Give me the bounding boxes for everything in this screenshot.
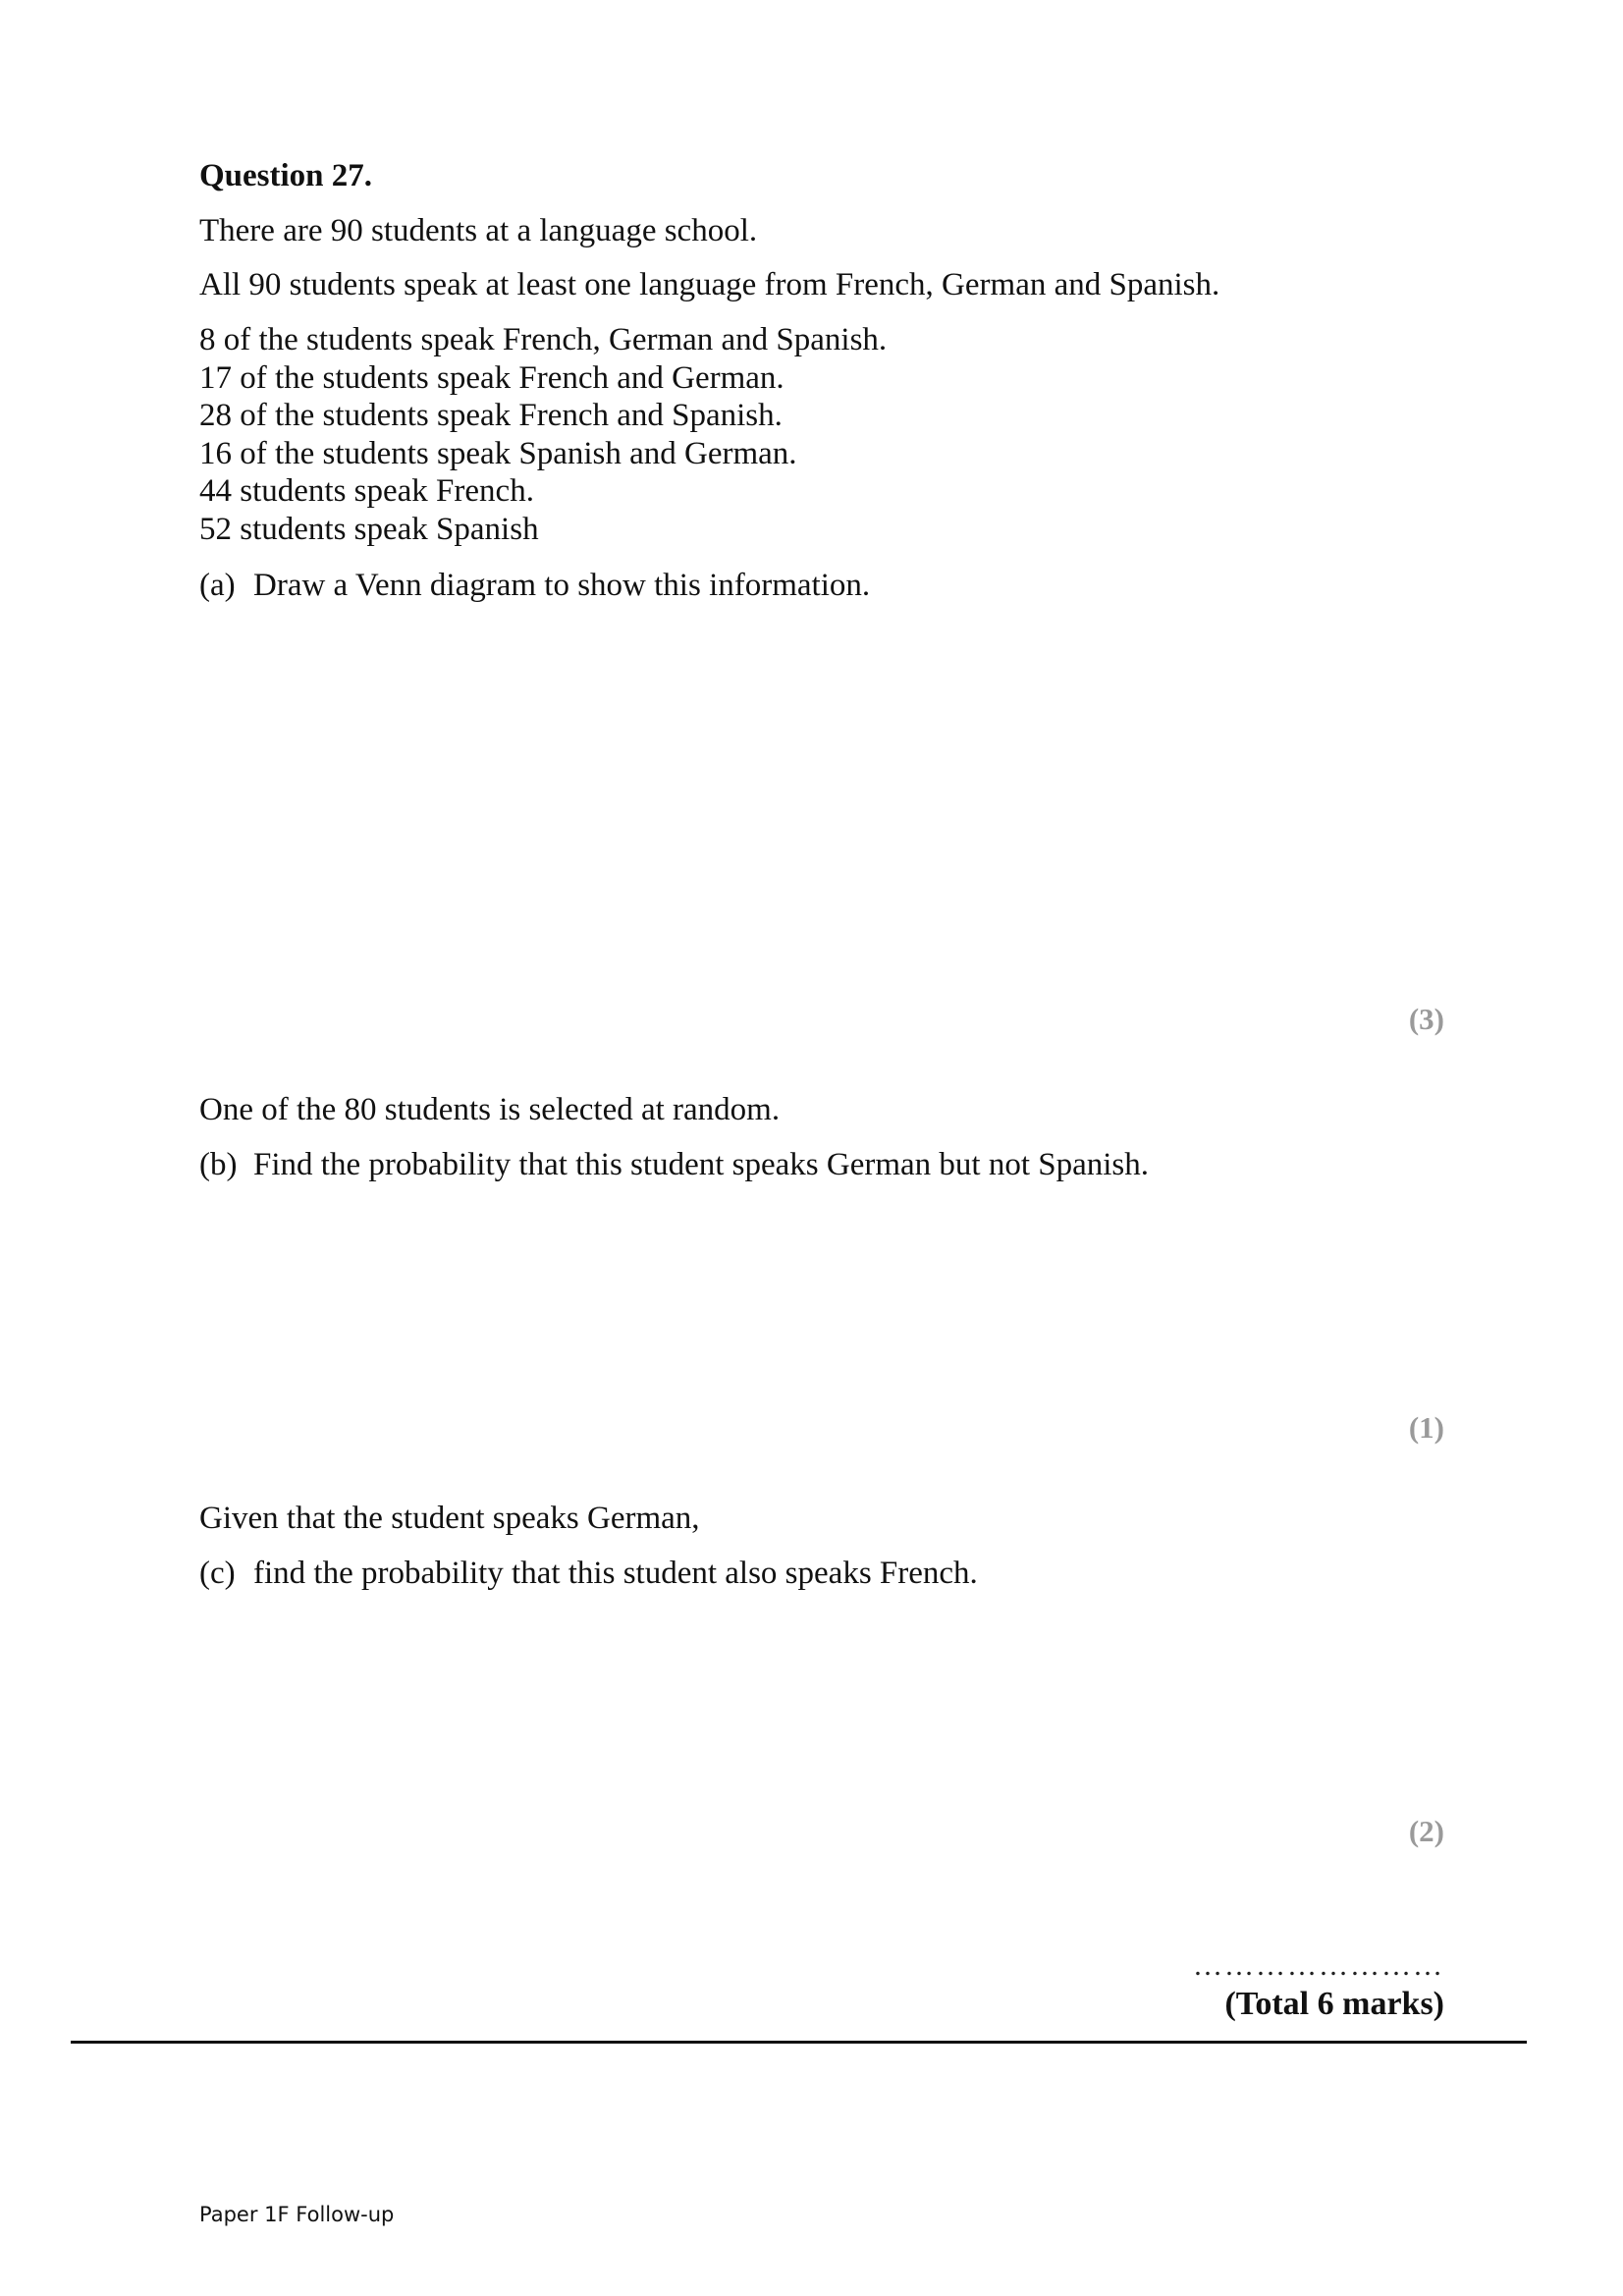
total-marks: (Total 6 marks) [1224, 1986, 1444, 2022]
part-a-label: (a) [199, 568, 236, 603]
facts-list [199, 321, 887, 548]
part-c-text: find the probability that this student also speaks French. [253, 1556, 978, 1591]
answer-line: …………………… [1193, 1949, 1444, 1982]
part-b-label: (b) [199, 1147, 238, 1182]
part-b-question [199, 1146, 1149, 1183]
fact-item: 8 of the students speak French, German and Spanish. [199, 322, 888, 357]
fact-item: 52 students speak Spanish [199, 511, 539, 547]
part-a-marks: (3) [1408, 1002, 1444, 1036]
intro-line-2: All 90 students speak at least one language from French, German and Spanish. [199, 267, 1220, 302]
intro-line-1: There are 90 students at a language school. [199, 213, 758, 248]
part-a-question [199, 567, 870, 604]
part-b-intro: One of the 80 students is selected at random. [199, 1092, 781, 1127]
part-b-text: Find the probability that this student speaks German but not Spanish. [253, 1147, 1149, 1182]
fact-item: 16 of the students speak Spanish and German. [199, 435, 797, 471]
part-b-marks: (1) [1408, 1410, 1444, 1445]
fact-item: 44 students speak French. [199, 473, 534, 509]
part-c-question [199, 1555, 978, 1592]
page-footer: Paper 1F Follow-up [199, 2203, 395, 2226]
part-c-intro: Given that the student speaks German, [199, 1501, 700, 1536]
question-title: Question 27. [199, 158, 373, 193]
section-divider [71, 2041, 1527, 2044]
fact-item: 17 of the students speak French and German. [199, 359, 784, 396]
fact-item: 28 of the students speak French and Spanish. [199, 398, 783, 433]
part-c-marks: (2) [1408, 1814, 1444, 1848]
part-c-label: (c) [199, 1556, 236, 1591]
part-a-text: Draw a Venn diagram to show this information. [253, 568, 871, 603]
